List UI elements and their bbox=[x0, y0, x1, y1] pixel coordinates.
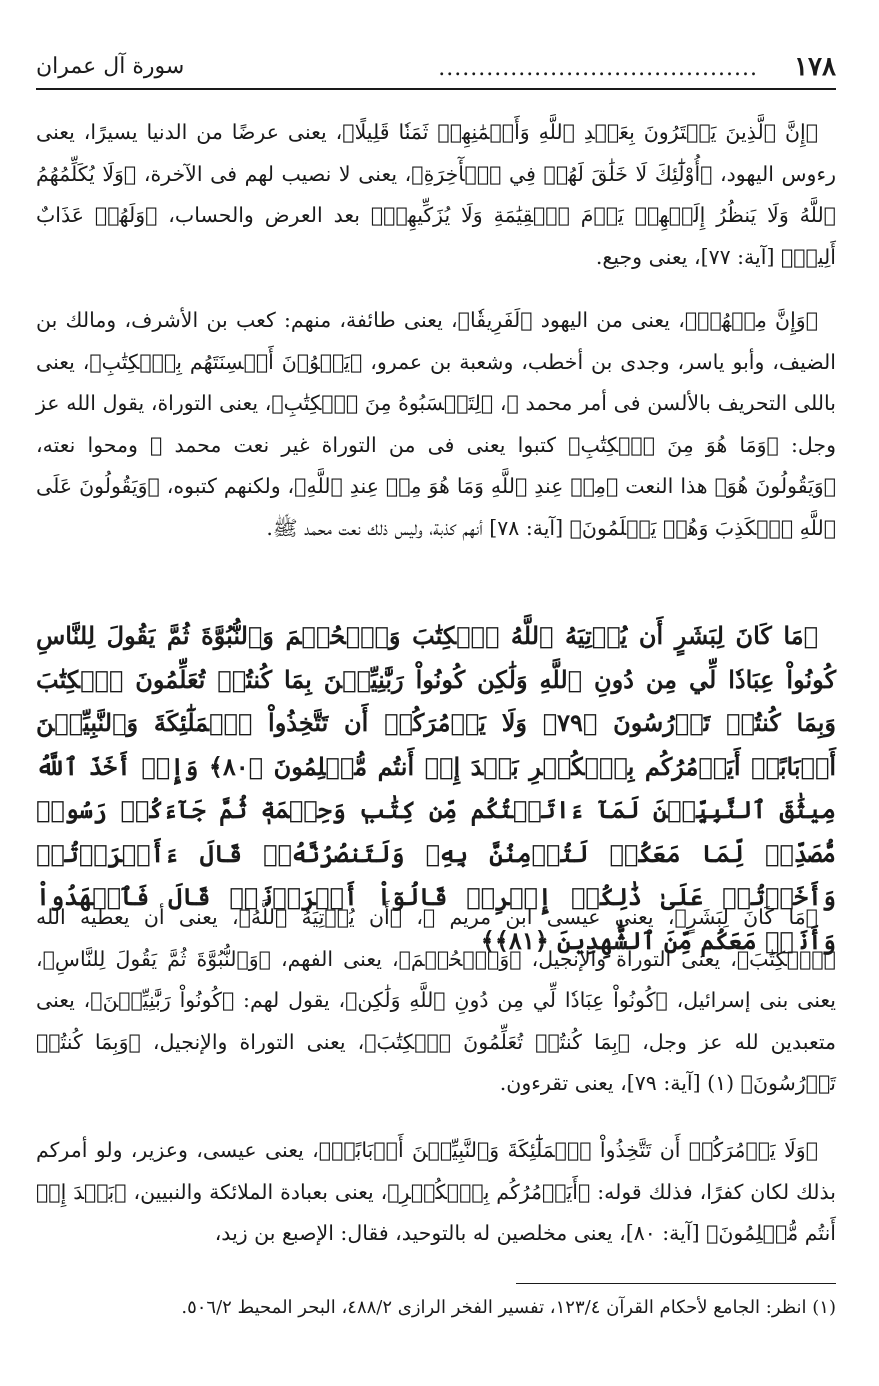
page-number: ١٧٨ bbox=[794, 52, 836, 82]
paragraph-text: ﴿مَا كَانَ لِبَشَرٍ﴾، يعنى عيسى ابن مريم ﷺ، ﴿أَن يُؤۡتِيَهُ ٱللَّهُ﴾، يعنى أن يعطيه الله ﴿ٱلۡكِتَٰبَ﴾، يعنى التوراة والإنجيل، ﴿وَٱلۡحُكۡمَ﴾، يعنى الفهم، ﴿وَٱلنُّبُوَّةَ ثُمَّ يَقُولَ لِلنَّاسِ﴾، يعنى بنى إسرائيل، ﴿كُونُواْ عِبَادٗا لِّي مِن دُونِ ٱللَّهِ وَلَٰكِن﴾، يقول لهم: ﴿كُونُواْ رَبَّٰنِيِّـۧنَ﴾، يعنى متعبدين لله عز وجل، ﴿بِمَا كُنتُمۡ تُعَلِّمُونَ ٱلۡكِتَٰبَ﴾، يعنى التوراة والإنجيل، ﴿وَبِمَا كُنتُمۡ تَدۡرُسُونَ﴾ (١) [آية: ٧٩]، يعنى تقرءون. bbox=[36, 905, 836, 1095]
header-dots: ........................................ bbox=[438, 56, 758, 81]
paragraph-commentary-80 bbox=[36, 1130, 836, 1255]
paragraph-text: ﴿إِنَّ ٱلَّذِينَ يَشۡتَرُونَ بِعَهۡدِ ٱللَّهِ وَأَيۡمَٰنِهِمۡ ثَمَنٗا قَلِيلًا﴾، يعنى عرضًا من الدنيا يسيرًا، يعنى رءوس اليهود، ﴿أُوْلَٰٓئِكَ لَا خَلَٰقَ لَهُمۡ فِي ٱلۡأٓخِرَةِ﴾، يعنى لا نصيب لهم فى الآخرة، ﴿وَلَا يُكَلِّمُهُمُ ٱللَّهُ وَلَا يَنظُرُ إِلَيۡهِمۡ يَوۡمَ ٱلۡقِيَٰمَةِ وَلَا يُزَكِّيهِمۡ﴾ بعد العرض والحساب، ﴿وَلَهُمۡ عَذَابٌ أَلِيمٞ﴾ [آية: ٧٧]، يعنى وجيع. bbox=[36, 120, 836, 269]
page-header bbox=[36, 52, 836, 92]
surah-title: سورة آل عمران bbox=[36, 54, 185, 79]
verse-text: ﴿مَا كَانَ لِبَشَرٍ أَن يُؤۡتِيَهُ ٱللَّهُ ٱلۡكِتَٰبَ وَٱلۡحُكۡمَ وَٱلنُّبُوَّةَ ثُمَّ يَقُولَ لِلنَّاسِ كُونُواْ عِبَادٗا لِّي مِن دُونِ ٱللَّهِ وَلَٰكِن كُونُواْ رَبَّٰنِيِّـۧنَ بِمَا كُنتُمۡ تُعَلِّمُونَ ٱلۡكِتَٰبَ وَبِمَا كُنتُمۡ تَدۡرُسُونَ ﴿٧٩﴾ وَلَا يَأۡمُرَكُمۡ أَن تَتَّخِذُواْ ٱلۡمَلَٰٓئِكَةَ وَٱلنَّبِيِّـۧنَ أَرۡبَابًاۗ أَيَأۡمُرُكُم بِٱلۡكُفۡرِ بَعۡدَ إِذۡ أَنتُم مُّسۡلِمُونَ ﴿٨٠﴾ وَإِذۡ أَخَذَ ٱللَّهُ مِيثَٰقَ ٱلنَّبِيِّـۧنَ لَمَآ ءَاتَيۡتُكُم مِّن كِتَٰبٖ وَحِكۡمَةٖ ثُمَّ جَآءَكُمۡ رَسُولٞ مُّصَدِّقٞ لِّمَا مَعَكُمۡ لَتُؤۡمِنُنَّ بِهِۦ وَلَتَنصُرُنَّهُۥۚ قَالَ ءَأَقۡرَرۡتُمۡ وَأَخَذۡتُمۡ عَلَىٰ ذَٰلِكُمۡ إِصۡرِيۖ قَالُوٓاْ أَقۡرَرۡنَاۚ قَالَ فَٱشۡهَدُواْ وَأَنَا۠ مَعَكُم مِّنَ ٱلشَّٰهِدِينَ ﴿٨١﴾﴾ bbox=[36, 621, 837, 955]
footnote: (١) انظر: الجامع لأحكام القرآن ١٢٣/٤، تفسير الفخر الرازى ٤٨٨/٢، البحر المحيط ٥٠٦/٢. bbox=[181, 1297, 836, 1318]
paragraph-text: ﴿وَإِنَّ مِنۡهُمۡ﴾، يعنى من اليهود ﴿لَفَرِيقٗا﴾، يعنى طائفة، منهم: كعب بن الأشرف، ومالك بن الضيف، وأبو ياسر، وجدى بن أخطب، وشعبة بن عمرو، ﴿يَلۡوُۥنَ أَلۡسِنَتَهُم بِٱلۡكِتَٰبِ﴾، يعنى باللى التحريف بالألسن فى أمر محمد ﷺ، ﴿لِتَحۡسَبُوهُ مِنَ ٱلۡكِتَٰبِ﴾، يعنى التوراة، يقول الله عز وجل: ﴿وَمَا هُوَ مِنَ ٱلۡكِتَٰبِ﴾ كتبوا يعنى فى من التوراة غير نعت محمد ﷺ ومحوا نعته، ﴿وَيَقُولُونَ هُوَ﴾ هذا النعت ﴿مِنۡ عِندِ ٱللَّهِ وَمَا هُوَ مِنۡ عِندِ ٱللَّهِ﴾، ولكنهم كتبوه، ﴿وَيَقُولُونَ عَلَى ٱللَّهِ ٱلۡكَذِبَ وَهُمۡ يَعۡلَمُونَ﴾ [آية: ٧٨] أنهم كذبة، وليس ذلك نعت محمد ﷺ. bbox=[36, 308, 836, 540]
paragraph-verse-78 bbox=[36, 300, 836, 549]
paragraph-commentary-79 bbox=[36, 897, 836, 1105]
footnote-separator bbox=[516, 1283, 836, 1284]
paragraph-verse-77 bbox=[36, 112, 836, 278]
paragraph-text: ﴿وَلَا يَأۡمُرَكُمۡ أَن تَتَّخِذُواْ ٱلۡمَلَٰٓئِكَةَ وَٱلنَّبِيِّـۧنَ أَرۡبَابًاۗ﴾، يعنى عيسى، وعزير، ولو أمركم بذلك لكان كفرًا، فذلك قوله: ﴿أَيَأۡمُرُكُم بِٱلۡكُفۡرِ﴾، يعنى بعبادة الملائكة والنبيين، ﴿بَعۡدَ إِذۡ أَنتُم مُّسۡلِمُونَ﴾ [آية: ٨٠]، يعنى مخلصين له بالتوحيد، فقال: الإصبع بن زيد، bbox=[36, 1138, 836, 1245]
header-rule bbox=[36, 88, 836, 90]
